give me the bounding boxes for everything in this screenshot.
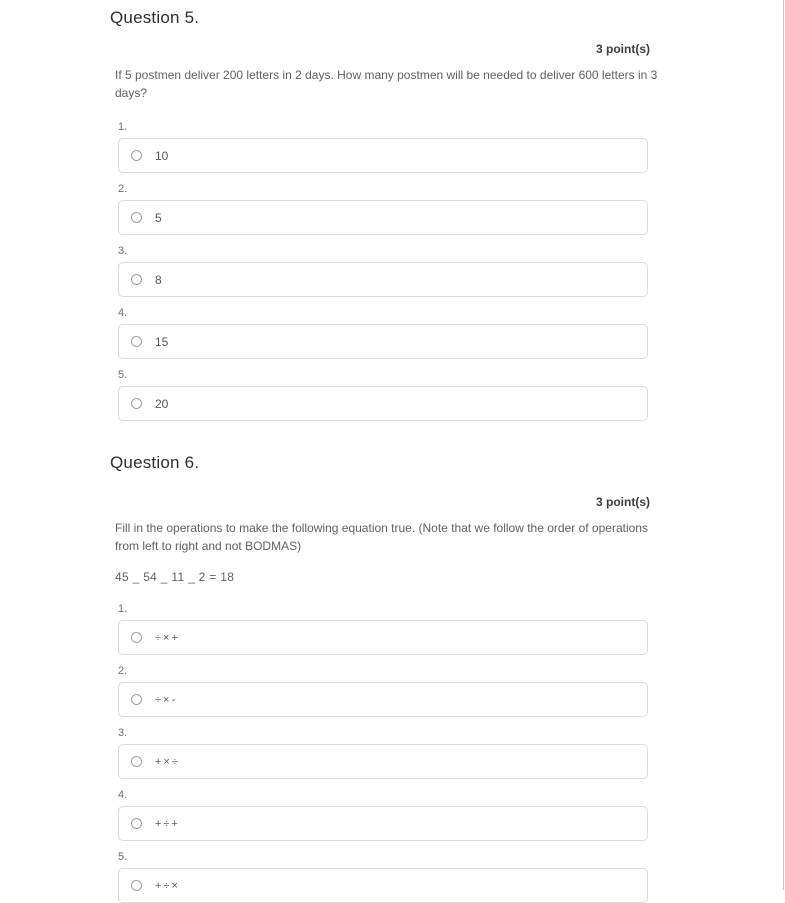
radio-button-icon[interactable] bbox=[131, 818, 142, 829]
answer-options-list bbox=[118, 121, 660, 421]
option-label: +÷+ bbox=[155, 817, 180, 830]
answer-option bbox=[118, 245, 660, 297]
option-label: ÷×- bbox=[155, 693, 178, 706]
answer-option bbox=[118, 183, 660, 235]
option-number: 5. bbox=[118, 851, 128, 863]
answer-option bbox=[118, 307, 660, 359]
answer-option bbox=[118, 727, 660, 779]
radio-button-icon[interactable] bbox=[131, 880, 142, 891]
scrollbar-edge[interactable] bbox=[783, 0, 784, 890]
option-number: 2. bbox=[118, 183, 128, 195]
radio-button-icon[interactable] bbox=[131, 274, 142, 285]
option-number: 1. bbox=[118, 121, 128, 133]
option-number: 3. bbox=[118, 245, 128, 257]
radio-button-icon[interactable] bbox=[131, 150, 142, 161]
option-label: 5 bbox=[155, 210, 162, 225]
question-prompt: If 5 postmen deliver 200 letters in 2 days. How many postmen will be needed to deliver 600 letters in 3 days? bbox=[115, 68, 658, 100]
option-box[interactable] bbox=[118, 620, 648, 655]
option-box[interactable] bbox=[118, 744, 648, 779]
radio-button-icon[interactable] bbox=[131, 694, 142, 705]
option-box[interactable] bbox=[118, 386, 648, 421]
option-number: 1. bbox=[118, 603, 128, 615]
option-number: 4. bbox=[118, 789, 128, 801]
option-label: 8 bbox=[155, 272, 162, 287]
option-label: 15 bbox=[155, 334, 169, 349]
option-label: 20 bbox=[155, 396, 169, 411]
answer-option bbox=[118, 789, 660, 841]
option-number: 2. bbox=[118, 665, 128, 677]
radio-button-icon[interactable] bbox=[131, 336, 142, 347]
question-points-badge: 3 point(s) bbox=[596, 42, 650, 56]
option-box[interactable] bbox=[118, 806, 648, 841]
answer-option bbox=[118, 603, 660, 655]
radio-button-icon[interactable] bbox=[131, 756, 142, 767]
answer-option bbox=[118, 121, 660, 173]
option-number: 4. bbox=[118, 307, 128, 319]
question-title: Question 5. bbox=[110, 8, 200, 27]
radio-button-icon[interactable] bbox=[131, 212, 142, 223]
question-title: Question 6. bbox=[110, 453, 200, 472]
option-box[interactable] bbox=[118, 324, 648, 359]
option-number: 3. bbox=[118, 727, 128, 739]
option-label: 10 bbox=[155, 148, 169, 163]
answer-option bbox=[118, 665, 660, 717]
question-block-1 bbox=[110, 8, 660, 421]
option-box[interactable] bbox=[118, 262, 648, 297]
option-label: ÷×+ bbox=[155, 631, 180, 644]
option-number: 5. bbox=[118, 369, 128, 381]
radio-button-icon[interactable] bbox=[131, 398, 142, 409]
question-equation: 45 _ 54 _ 11 _ 2 = 18 bbox=[115, 570, 235, 584]
question-prompt: Fill in the operations to make the following equation true. (Note that we follow the order of operations from left to right and not BODMAS) bbox=[115, 521, 648, 553]
option-box[interactable] bbox=[118, 868, 648, 903]
answer-option bbox=[118, 851, 660, 903]
question-block-2 bbox=[110, 453, 660, 903]
option-box[interactable] bbox=[118, 682, 648, 717]
answer-options-list bbox=[118, 603, 660, 903]
radio-button-icon[interactable] bbox=[131, 632, 142, 643]
question-points-badge: 3 point(s) bbox=[596, 495, 650, 509]
option-label: +÷× bbox=[155, 879, 180, 892]
option-box[interactable] bbox=[118, 138, 648, 173]
answer-option bbox=[118, 369, 660, 421]
option-box[interactable] bbox=[118, 200, 648, 235]
option-label: +×÷ bbox=[155, 755, 180, 768]
